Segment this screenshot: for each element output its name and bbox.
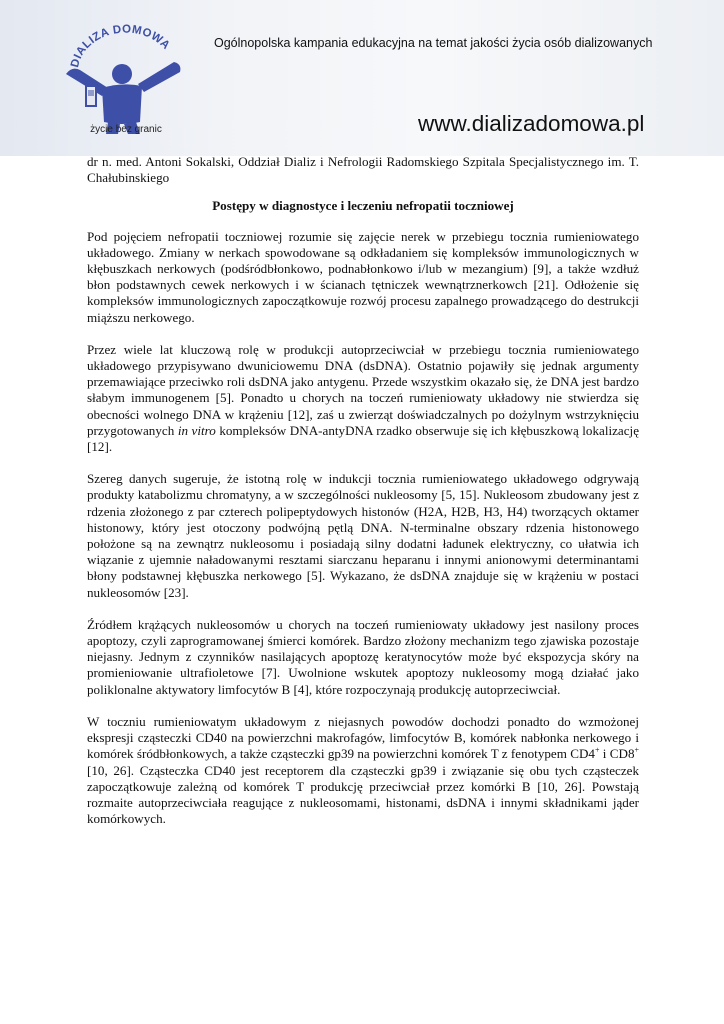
paragraph-2: [87, 342, 639, 455]
article-author: dr n. med. Antoni Sokalski, Oddział Dializ i Nefrologii Radomskiego Szpitala Specjalistycznego im. T. Chałubinskiego: [87, 154, 639, 186]
article-body: [87, 154, 639, 843]
paragraph-5: [87, 714, 639, 827]
paragraph-2-text-a: Przez wiele lat kluczową rolę w produkcji autoprzeciwciał w przebiegu tocznia rumieniowatego układowego przypisywano dwuniciowemu DNA (dsDNA). Ostatnio pojawiły się jednak argumenty przemawiające przeciwko roli dsDNA jako antygenu. Przede wszystkim okazało się, że DNA jest bardzo słabym immunogenem [5]. Ponadto u chorych na toczeń rumieniowaty układowy nie stwierdza się obecności wolnego DNA w krążeniu [12], zaś u zwierząt doświadczalnych po dożylnym wstrzyknięciu przygotowanych: [87, 341, 639, 438]
dializa-domowa-logo: [58, 22, 190, 134]
article-title: Postępy w diagnostyce i leczeniu nefropatii toczniowej: [212, 198, 514, 214]
logo-tagline: życie bez granic: [90, 124, 162, 135]
paragraph-3: Szereg danych sugeruje, że istotną rolę w indukcji tocznia rumieniowatego układowego odgrywają produkty katabolizmu chromatyny, a w szczególności nukleosomy [5, 15]. Nukleosom zbudowany jest z rdzenia złożonego z par czterech polipeptydowych histonów (H2A, H2B, H3, H4) tworzących oktamer histonowy, który jest otoczony podwójną pętlą DNA. N-terminalne obszary rdzenia histonowego położone są na zewnątrz nukleosomu i posiadają silny dodatni ładunek elektryczny, co ułatwia ich wiązanie z ujemnie naładowanymi resztami siarczanu heparanu i innymi anionowymi determinantami błony podstawnej kłębuszka nerkowego [5]. Wykazano, że dsDNA znajduje się w krążeniu w postaci nukleosomów [23].: [87, 471, 639, 600]
paragraph-4: Źródłem krążących nukleosomów u chorych na toczeń rumieniowaty układowy jest nasilony proces apoptozy, czyli zaprogramowanej śmierci komórek. Bardzo złożony mechanizm tego zjawiska pozostaje niejasny. Jednym z czynników nasilających apoptozę keratynocytów może być ekspozycja skóry na promieniowanie ultrafioletowe [7]. Uwolnione wskutek apoptozy nukleosomy mogą działać jako poliklonalne aktywatory limfocytów B [4], które rozpoczynają produkcję autoprzeciwciał.: [87, 616, 639, 697]
page-header: [0, 0, 724, 156]
paragraph-1: Pod pojęciem nefropatii toczniowej rozumie się zajęcie nerek w przebiegu tocznia rumieniowatego układowego. Zmiany w nerkach spowodowane są odkładaniem się kompleksów immunologicznych w kłębuszkach nerkowych (podśródbłonkowo, podnabłonkowo i/lub w mezangium) [9], a także wzdłuż błon podstawnych cewek nerkowych i w ścianach tętniczek wewnątrznerkowch [21]. Odłożenie się kompleksów immunologicznych zapoczątkowuje rozwój procesu zapalnego prowadzącego do destrukcji miąższu nerkowego.: [87, 228, 639, 325]
cd8-superscript: +: [634, 745, 640, 755]
svg-text:DIALIZA DOMOWA: [69, 23, 172, 68]
logo-arc-text: DIALIZA DOMOWA: [69, 23, 173, 69]
paragraph-5-text-b: i CD8: [599, 746, 635, 762]
paragraph-2-italic: in vitro: [177, 422, 216, 438]
cd4-superscript: +: [594, 745, 600, 755]
campaign-title: Ogólnopolska kampania edukacyjna na temat jakości życia osób dializowanych: [214, 36, 653, 50]
website-url: www.dializadomowa.pl: [418, 111, 645, 136]
paragraph-2-text-b: kompleksów DNA-antyDNA rzadko obserwuje się ich kłębuszkową lokalizację [12].: [87, 422, 639, 455]
paragraph-5-text-c: [10, 26]. Cząsteczka CD40 jest receptorem dla cząsteczki gp39 i związanie się obu tych cząsteczek zapoczątkowuje zależną od komórek T produkcję przeciwciał przez komórki B [10, 26]. Powstają rozmaite autoprzeciwciała reagujące z nukleosomami, histonami, dsDNA i innymi składnikami jąder komórkowych.: [87, 762, 639, 827]
paragraph-5-text-a: W toczniu rumieniowatym układowym z niejasnych powodów dochodzi ponadto do wzmożonej ekspresji cząsteczki CD40 na powierzchni makrofagów, limfocytów B, komórek nabłonka nerkowego i komórek śródbłonkowych, a także cząsteczki gp39 na powierzchni komórek T z fenotypem CD4: [87, 713, 639, 762]
